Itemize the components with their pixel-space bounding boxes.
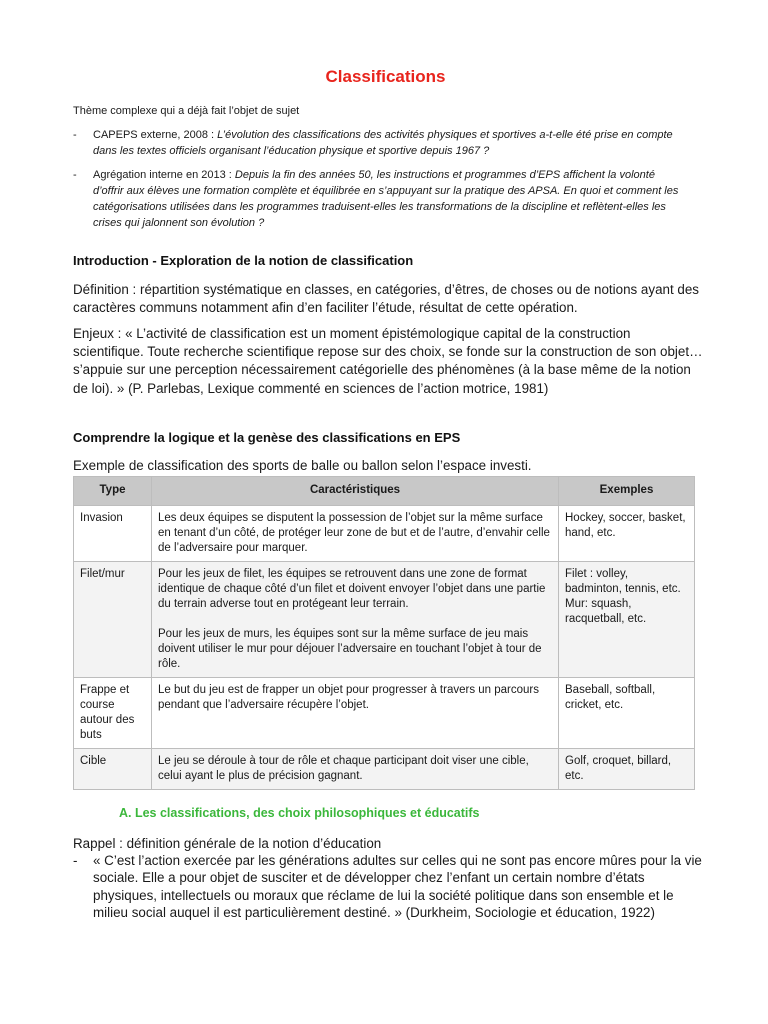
bullet-dash: - <box>73 169 77 181</box>
definition-paragraph: Définition : répartition systématique en classes, en catégories, d’êtres, de choses ou de notions ayant des caractères communs notamment afin d’en faciliter l’étude, résultat de cette opération. <box>73 282 699 316</box>
durkheim-quote-text: « C’est l’action exercée par les générations adultes sur celles qui ne sont pas encore mûres pour la vie sociale. Elle a pour objet de susciter et de développer chez l’enfant un certain nombre d’états physiques, intellectuels ou moraux que réclame de lui la société politique dans son ensemble et le milieu social auquel il est particulièrement destiné. » (Durkheim, Sociologie et éducation, 1922) <box>93 853 702 921</box>
exam-subject-text: L’évolution des classifications des activités physiques et sportives a-t-elle été prise en compte dans les textes officiels organisant l’éducation physique et sportive depuis 1967 ? <box>93 129 673 157</box>
table-row <box>74 562 695 678</box>
section-a-heading: A. Les classifications, des choix philosophiques et éducatifs <box>119 806 480 820</box>
exam-subject-body <box>93 127 683 159</box>
page-title: Classifications <box>325 67 446 86</box>
cell-characteristics <box>152 506 559 562</box>
examples-text: Hockey, soccer, basket, hand, etc. <box>565 512 686 539</box>
rappel-line: Rappel : définition générale de la notion d’éducation <box>73 836 382 851</box>
examples-text: Baseball, softball, cricket, etc. <box>565 684 656 711</box>
examples-text: Mur: squash, racquetball, etc. <box>565 598 647 625</box>
cell-examples <box>559 562 695 678</box>
cell-characteristics <box>152 678 559 749</box>
characteristics-text: Pour les jeux de filet, les équipes se retrouvent dans une zone de format identique de chaque côté d’un filet et doivent envoyer l’objet dans une partie du terrain adverse tout en protégeant leur terrain. <box>158 568 546 610</box>
intro-line: Thème complexe qui a déjà fait l’objet de sujet <box>73 105 300 117</box>
cell-characteristics <box>152 749 559 790</box>
table-header-row <box>74 477 695 506</box>
cell-type: Frappe et course autour des buts <box>74 678 152 749</box>
table-caption: Exemple de classification des sports de balle ou ballon selon l’espace investi. <box>73 458 532 473</box>
bullet-dash: - <box>73 853 78 868</box>
examples-text: Golf, croquet, billard, etc. <box>565 755 672 782</box>
cell-examples <box>559 506 695 562</box>
examples-text: Filet : volley, badminton, tennis, etc. <box>565 568 681 595</box>
enjeux-paragraph: Enjeux : « L’activité de classification est un moment épistémologique capital de la construction scientifique. Toute recherche scientifique repose sur des choix, se fonde sur la construction de son objet…s’appuie sur une perception nécessairement catégorielle des phénomènes (à la base même de la notion de loi). » (P. Parlebas, Lexique commenté en sciences de l’action motrice, 1981) <box>73 326 703 396</box>
exam-subject-capeps <box>73 127 683 159</box>
exam-subject-text: Depuis la fin des années 50, les instructions et programmes d’EPS affichent la volonté d’offrir aux élèves une formation complète et équilibrée en s’appuyant sur la pratique des APSA. En quoi et comment les catégorisations utilisées dans les programmes traduisent-elles les transformations de la discipline et reflètent-elles les crises qui jalonnent son évolution ? <box>93 169 679 229</box>
cell-type: Filet/mur <box>74 562 152 678</box>
classification-table <box>73 476 695 790</box>
cell-examples <box>559 678 695 749</box>
table-row <box>74 749 695 790</box>
cell-examples <box>559 749 695 790</box>
exam-subject-body <box>93 167 683 231</box>
table-row <box>74 506 695 562</box>
bullet-dash: - <box>73 129 77 141</box>
cell-type: Invasion <box>74 506 152 562</box>
characteristics-text: Le jeu se déroule à tour de rôle et chaque participant doit viser une cible, celui ayant le plus de précision gagnant. <box>158 755 529 782</box>
column-header-examples: Exemples <box>559 477 695 506</box>
durkheim-quote <box>73 852 703 922</box>
cell-type: Cible <box>74 749 152 790</box>
characteristics-text: Pour les jeux de murs, les équipes sont sur la même surface de jeu mais doivent utiliser le mur pour déjouer l’adversaire en touchant l’objet à tour de rôle. <box>158 628 542 670</box>
characteristics-text: Le but du jeu est de frapper un objet pour progresser à travers un parcours pendant que l’adversaire récupère l’objet. <box>158 684 540 711</box>
characteristics-text: Les deux équipes se disputent la possession de l’objet sur la même surface en tenant d’un côté, de protéger leur zone de but et de l’autre, d’envahir celle de l’adversaire pour marquer. <box>158 512 550 554</box>
column-header-characteristics: Caractéristiques <box>152 477 559 506</box>
column-header-type: Type <box>74 477 152 506</box>
comprendre-heading: Comprendre la logique et la genèse des classifications en EPS <box>73 430 461 445</box>
exam-subject-agregation <box>73 167 683 231</box>
table-row <box>74 678 695 749</box>
exam-subject-label: CAPEPS externe, 2008 : <box>93 129 218 141</box>
exam-subject-label: Agrégation interne en 2013 : <box>93 169 235 181</box>
intro-heading: Introduction - Exploration de la notion de classification <box>73 253 414 268</box>
cell-characteristics <box>152 562 559 678</box>
